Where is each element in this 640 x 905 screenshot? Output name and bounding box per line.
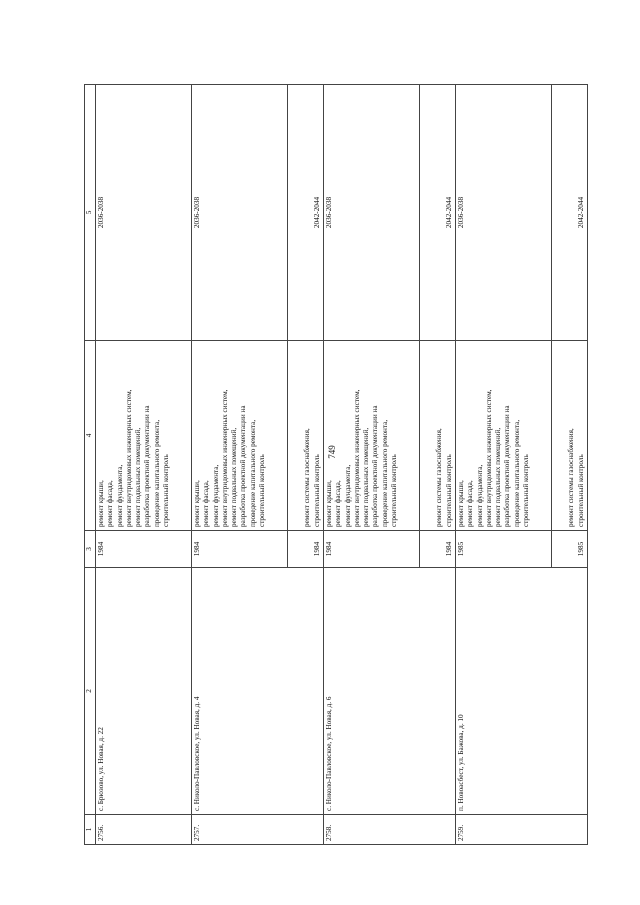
work-line: ремонт крыши, xyxy=(325,480,333,527)
work-line: ремонт фасада, xyxy=(106,480,115,527)
row-number: 2757. xyxy=(192,815,324,845)
rotated-table-page xyxy=(84,85,585,845)
work-line: ремонт подвальных помещений, xyxy=(494,427,503,527)
period-cell: 2036-2038 xyxy=(192,85,288,341)
table-row xyxy=(96,85,192,845)
year-cell: 1984 xyxy=(420,531,456,568)
work-line: ремонт системы газоснабжения, xyxy=(303,428,312,527)
work-line: строительный контроль xyxy=(162,454,171,527)
work-line: ремонт подвальных помещений, xyxy=(230,427,239,527)
row-number: 2756. xyxy=(96,815,192,845)
work-line: строительный контроль xyxy=(258,454,267,527)
work-line: разработка проектной документации на xyxy=(371,405,380,527)
works-cell xyxy=(552,341,588,531)
header-cell: 1 xyxy=(85,815,96,845)
work-line: разработка проектной документации на xyxy=(503,405,512,527)
year-cell: 1984 xyxy=(324,531,420,568)
work-line: ремонт внутридомовых инженерных систем, xyxy=(484,389,493,527)
work-line: строительный контроль xyxy=(312,454,321,527)
address-cell: с. Николо-Павловское, ул. Новая, д. 6 xyxy=(324,568,456,815)
period-cell: 2042-2044 xyxy=(552,85,588,341)
year-cell: 1985 xyxy=(552,531,588,568)
work-line: ремонт крыши, xyxy=(457,480,465,527)
table-row xyxy=(192,85,288,845)
work-line: строительный контроль xyxy=(522,454,531,527)
work-line: ремонт внутридомовых инженерных систем, xyxy=(220,389,229,527)
address-cell: п. Новоасбест, ул. Бажова, д. 10 xyxy=(456,568,588,815)
works-cell xyxy=(324,341,420,531)
works-cell xyxy=(96,341,192,531)
table-header-row xyxy=(85,85,96,845)
work-line: ремонт системы газоснабжения, xyxy=(567,428,576,527)
work-line: проведение капитального ремонта, xyxy=(380,419,389,527)
work-line: проведение капитального ремонта, xyxy=(152,419,161,527)
work-line: ремонт фундамента, xyxy=(475,464,484,527)
header-cell: 4 xyxy=(85,341,96,531)
row-number: 2758. xyxy=(324,815,456,845)
work-line: строительный контроль xyxy=(444,454,453,527)
work-line: ремонт внутридомовых инженерных систем, xyxy=(124,389,133,527)
work-line: ремонт крыши, xyxy=(193,480,201,527)
table-row xyxy=(324,85,420,845)
works-cell xyxy=(288,341,324,531)
work-line: ремонт подвальных помещений, xyxy=(134,427,143,527)
work-line: ремонт подвальных помещений, xyxy=(362,427,371,527)
period-cell: 2036-2038 xyxy=(456,85,552,341)
work-line: строительный контроль xyxy=(390,454,399,527)
table-row xyxy=(456,85,552,845)
header-cell: 2 xyxy=(85,568,96,815)
year-cell: 1984 xyxy=(288,531,324,568)
work-line: строительный контроль xyxy=(576,454,585,527)
address-cell: с. Николо-Павловское, ул. Новая, д. 4 xyxy=(192,568,324,815)
work-line: проведение капитального ремонта, xyxy=(512,419,521,527)
work-line: разработка проектной документации на xyxy=(239,405,248,527)
work-line: ремонт системы газоснабжения, xyxy=(435,428,444,527)
header-cell: 3 xyxy=(85,531,96,568)
works-cell xyxy=(456,341,552,531)
work-line: проведение капитального ремонта, xyxy=(248,419,257,527)
work-line: ремонт фундамента, xyxy=(343,464,352,527)
work-line: разработка проектной документации на xyxy=(143,405,152,527)
period-cell: 2042-2044 xyxy=(420,85,456,341)
header-cell: 5 xyxy=(85,85,96,341)
period-cell: 2036-2038 xyxy=(96,85,192,341)
work-line: ремонт фундамента, xyxy=(115,464,124,527)
table-body xyxy=(96,85,588,845)
works-cell xyxy=(192,341,288,531)
work-line: ремонт фасада, xyxy=(466,480,475,527)
work-line: ремонт фасада, xyxy=(334,480,343,527)
year-cell: 1984 xyxy=(192,531,288,568)
year-cell: 1985 xyxy=(456,531,552,568)
work-line: ремонт фундамента, xyxy=(211,464,220,527)
work-line: ремонт фасада, xyxy=(202,480,211,527)
year-cell: 1984 xyxy=(96,531,192,568)
work-line: ремонт крыши, xyxy=(97,480,105,527)
period-cell: 2042-2044 xyxy=(288,85,324,341)
row-number: 2759. xyxy=(456,815,588,845)
page-number: 749 xyxy=(327,445,337,459)
capital-repair-table xyxy=(84,84,588,845)
period-cell: 2036-2038 xyxy=(324,85,420,341)
works-cell xyxy=(420,341,456,531)
address-cell: с. Брюзово, ул. Новая, д. 22 xyxy=(96,568,192,815)
work-line: ремонт внутридомовых инженерных систем, xyxy=(352,389,361,527)
